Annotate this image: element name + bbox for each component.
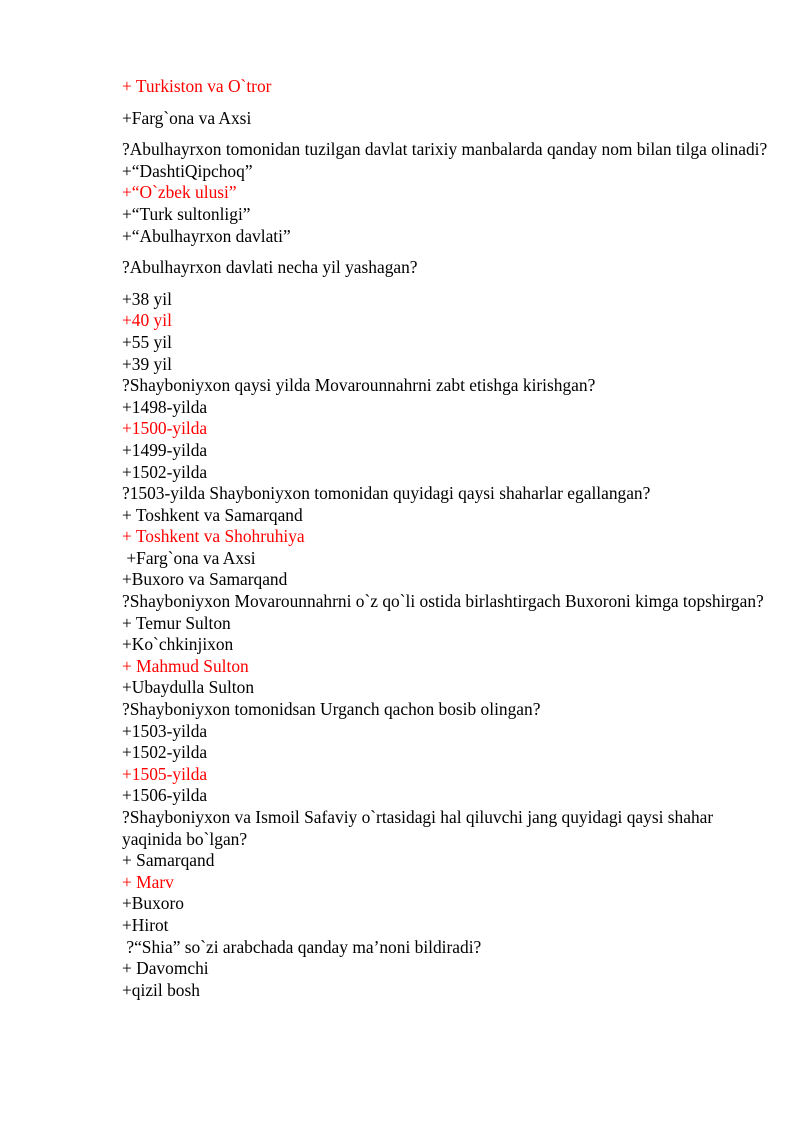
answer-option: +Hirot: [122, 914, 169, 935]
answer-option: +“Turk sultonligi”: [122, 203, 251, 224]
correct-answer-option: +1500-yilda: [122, 418, 208, 439]
answer-option: +Farg`ona va Axsi: [122, 547, 256, 568]
answer-option: +1502-yilda: [122, 461, 208, 482]
answer-option: + Toshkent va Samarqand: [122, 504, 303, 525]
question-line: ?Shayboniyxon tomonidsan Urganch qachon bosib olingan?: [122, 699, 541, 720]
document-page: [122, 76, 772, 1001]
answer-option: + Temur Sulton: [122, 612, 231, 633]
answer-option: +1503-yilda: [122, 720, 208, 741]
correct-answer-option: + Toshkent va Shohruhiya: [122, 526, 305, 547]
answer-option: + Samarqand: [122, 850, 215, 871]
question-line: ?Shayboniyxon Movarounnahrni o`z qo`li ostida birlashtirgach Buxoroni kimga topshirgan?: [122, 591, 764, 612]
answer-option: +39 yil: [122, 353, 172, 374]
answer-option: +Buxoro: [122, 893, 184, 914]
answer-option: +Farg`ona va Axsi: [122, 107, 252, 128]
correct-answer-option: +40 yil: [122, 310, 172, 331]
correct-answer-option: + Marv: [122, 871, 174, 892]
question-line: ?“Shia” so`zi arabchada qanday ma’noni bildiradi?: [122, 936, 482, 957]
answer-option: +1506-yilda: [122, 785, 208, 806]
answer-option: +Ko`chkinjixon: [122, 634, 234, 655]
answer-option: +55 yil: [122, 331, 172, 352]
answer-option: +“Abulhayrxon davlati”: [122, 225, 291, 246]
answer-option: +Buxoro va Samarqand: [122, 569, 288, 590]
correct-answer-option: + Turkiston va O`tror: [122, 76, 272, 96]
answer-option: +38 yil: [122, 288, 172, 309]
question-line: ?Abulhayrxon davlati necha yil yashagan?: [122, 257, 418, 278]
answer-option: +1498-yilda: [122, 396, 208, 417]
question-line: ?1503-yilda Shayboniyxon tomonidan quyidagi qaysi shaharlar egallangan?: [122, 483, 651, 504]
answer-option: +“DashtiQipchoq”: [122, 160, 253, 181]
correct-answer-option: +1505-yilda: [122, 763, 208, 784]
answer-option: +1499-yilda: [122, 439, 208, 460]
answer-option: +1502-yilda: [122, 742, 208, 763]
question-line: ?Abulhayrxon tomonidan tuzilgan davlat tarixiy manbalarda qanday nom bilan tilga olinadi?: [122, 139, 768, 160]
question-line: ?Shayboniyxon va Ismoil Safaviy o`rtasidagi hal qiluvchi jang quyidagi qaysi shahar yaqinida bo`lgan?: [122, 807, 718, 849]
answer-option: +Ubaydulla Sulton: [122, 677, 255, 698]
answer-option: + Davomchi: [122, 958, 209, 979]
answer-option: +qizil bosh: [122, 979, 200, 1000]
correct-answer-option: + Mahmud Sulton: [122, 655, 249, 676]
question-line: ?Shayboniyxon qaysi yilda Movarounnahrni zabt etishga kirishgan?: [122, 375, 596, 396]
correct-answer-option: +“O`zbek ulusi”: [122, 182, 237, 203]
